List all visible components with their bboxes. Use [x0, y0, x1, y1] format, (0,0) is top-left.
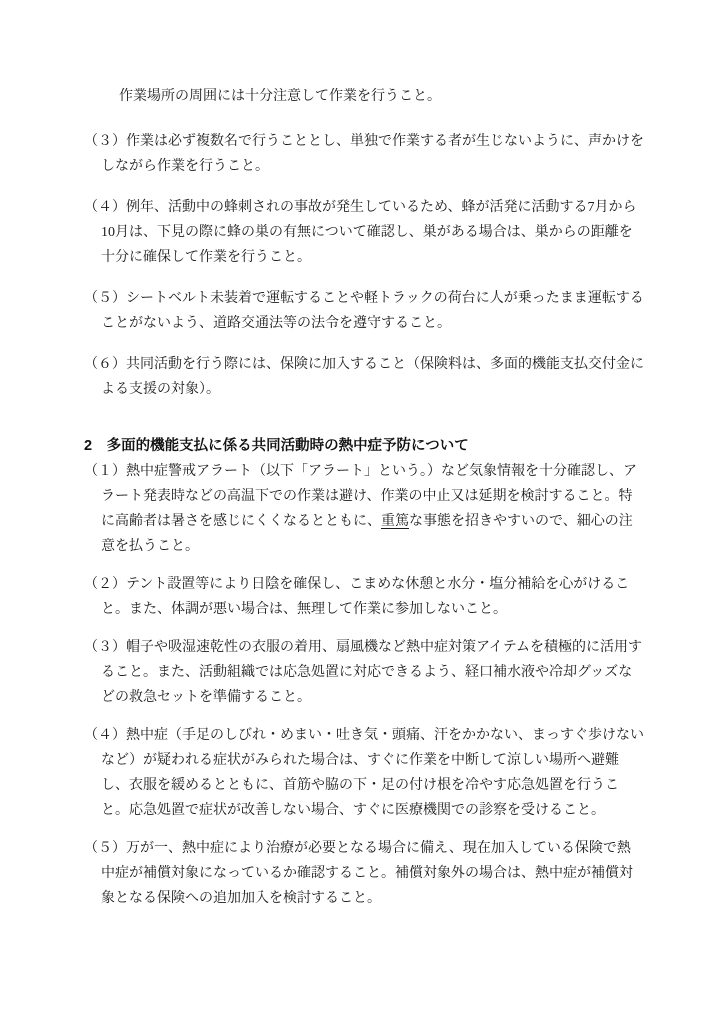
item-text: テント設置等により日陰を確保し、こまめな休憩と水分・塩分補給を心がけること。また、体調が悪い場合は、無理して作業に参加しないこと。	[101, 577, 630, 617]
list-item-2-2	[84, 572, 644, 622]
item-text: 熱中症（手足のしびれ・めまい・吐き気・頭痛、汗をかかない、まっすぐ歩けないなど）が疑われる症状がみられた場合は、すぐに作業を中断して涼しい場所へ避難し、衣服を緩めるとともに、首筋や脇の下・足の付け根を冷やす応急処置を行うこと。応急処置で症状が改善しない場合、すぐに医療機関での診察を受けること。	[101, 728, 644, 818]
item-marker: （６）	[84, 357, 126, 372]
item-text: 万が一、熱中症により治療が必要となる場合に備え、現在加入している保険で熱中症が補償対象になっているか確認すること。補償対象外の場合は、熱中症が補償対象となる保険への追加加入を検討すること。	[101, 841, 633, 906]
section-2-heading: 2 多面的機能支払に係る共同活動時の熱中症予防について	[84, 438, 469, 454]
list-item-2-1	[84, 459, 644, 559]
paragraph-continuation: 作業場所の周囲には十分注意して作業を行うこと。	[119, 89, 441, 104]
item-marker: （５）	[84, 841, 126, 856]
item-marker: （４）	[84, 200, 126, 215]
list-item-1-4	[84, 195, 644, 270]
document-content	[84, 84, 644, 911]
item-text-underlined: 重篤	[381, 514, 409, 529]
item-marker: （２）	[84, 577, 126, 592]
section-2-items	[84, 459, 644, 911]
item-marker: （４）	[84, 728, 126, 743]
item-marker: （３）	[84, 640, 126, 655]
item-marker: （１）	[84, 464, 126, 479]
item-text: 例年、活動中の蜂刺されの事故が発生しているため、蜂が活発に活動する7月から10月は、下見の際に蜂の巣の有無について確認し、巣がある場合は、巣からの距離を十分に確保して作業を行うこと。	[101, 200, 637, 265]
item-marker: （３）	[84, 134, 126, 149]
section-1-items	[84, 129, 644, 402]
list-item-1-5	[84, 286, 644, 336]
item-text: 熱中症警戒アラート（以下「アラート」という。）など気象情報を十分確認し、アラート発表時などの高温下での作業は避け、作業の中止又は延期を検討すること。特に高齢者は暑さを感じにくくなるとともに、	[101, 464, 637, 529]
item-text: 作業は必ず複数名で行うこととし、単独で作業する者が生じないように、声かけをしながら作業を行うこと。	[101, 134, 644, 174]
item-text: な事態を招きやすいので、細心の注意を払うこと。	[101, 514, 633, 554]
item-text: シートベルト未装着で運転することや軽トラックの荷台に人が乗ったまま運転することがないよう、道路交通法等の法令を遵守すること。	[101, 291, 644, 331]
list-item-2-4	[84, 723, 644, 823]
item-marker: （５）	[84, 291, 126, 306]
item-text: 帽子や吸湿速乾性の衣服の着用、扇風機など熱中症対策アイテムを積極的に活用すること。また、活動組織では応急処置に対応できるよう、経口補水液や冷却グッズなどの救急セットを準備すること。	[101, 640, 643, 705]
item-text: 共同活動を行う際には、保険に加入すること（保険料は、多面的機能支払交付金による支援の対象）。	[101, 357, 644, 397]
list-item-2-3	[84, 635, 644, 710]
list-item-1-6	[84, 352, 644, 402]
list-item-2-5	[84, 836, 644, 911]
list-item-1-3	[84, 129, 644, 179]
